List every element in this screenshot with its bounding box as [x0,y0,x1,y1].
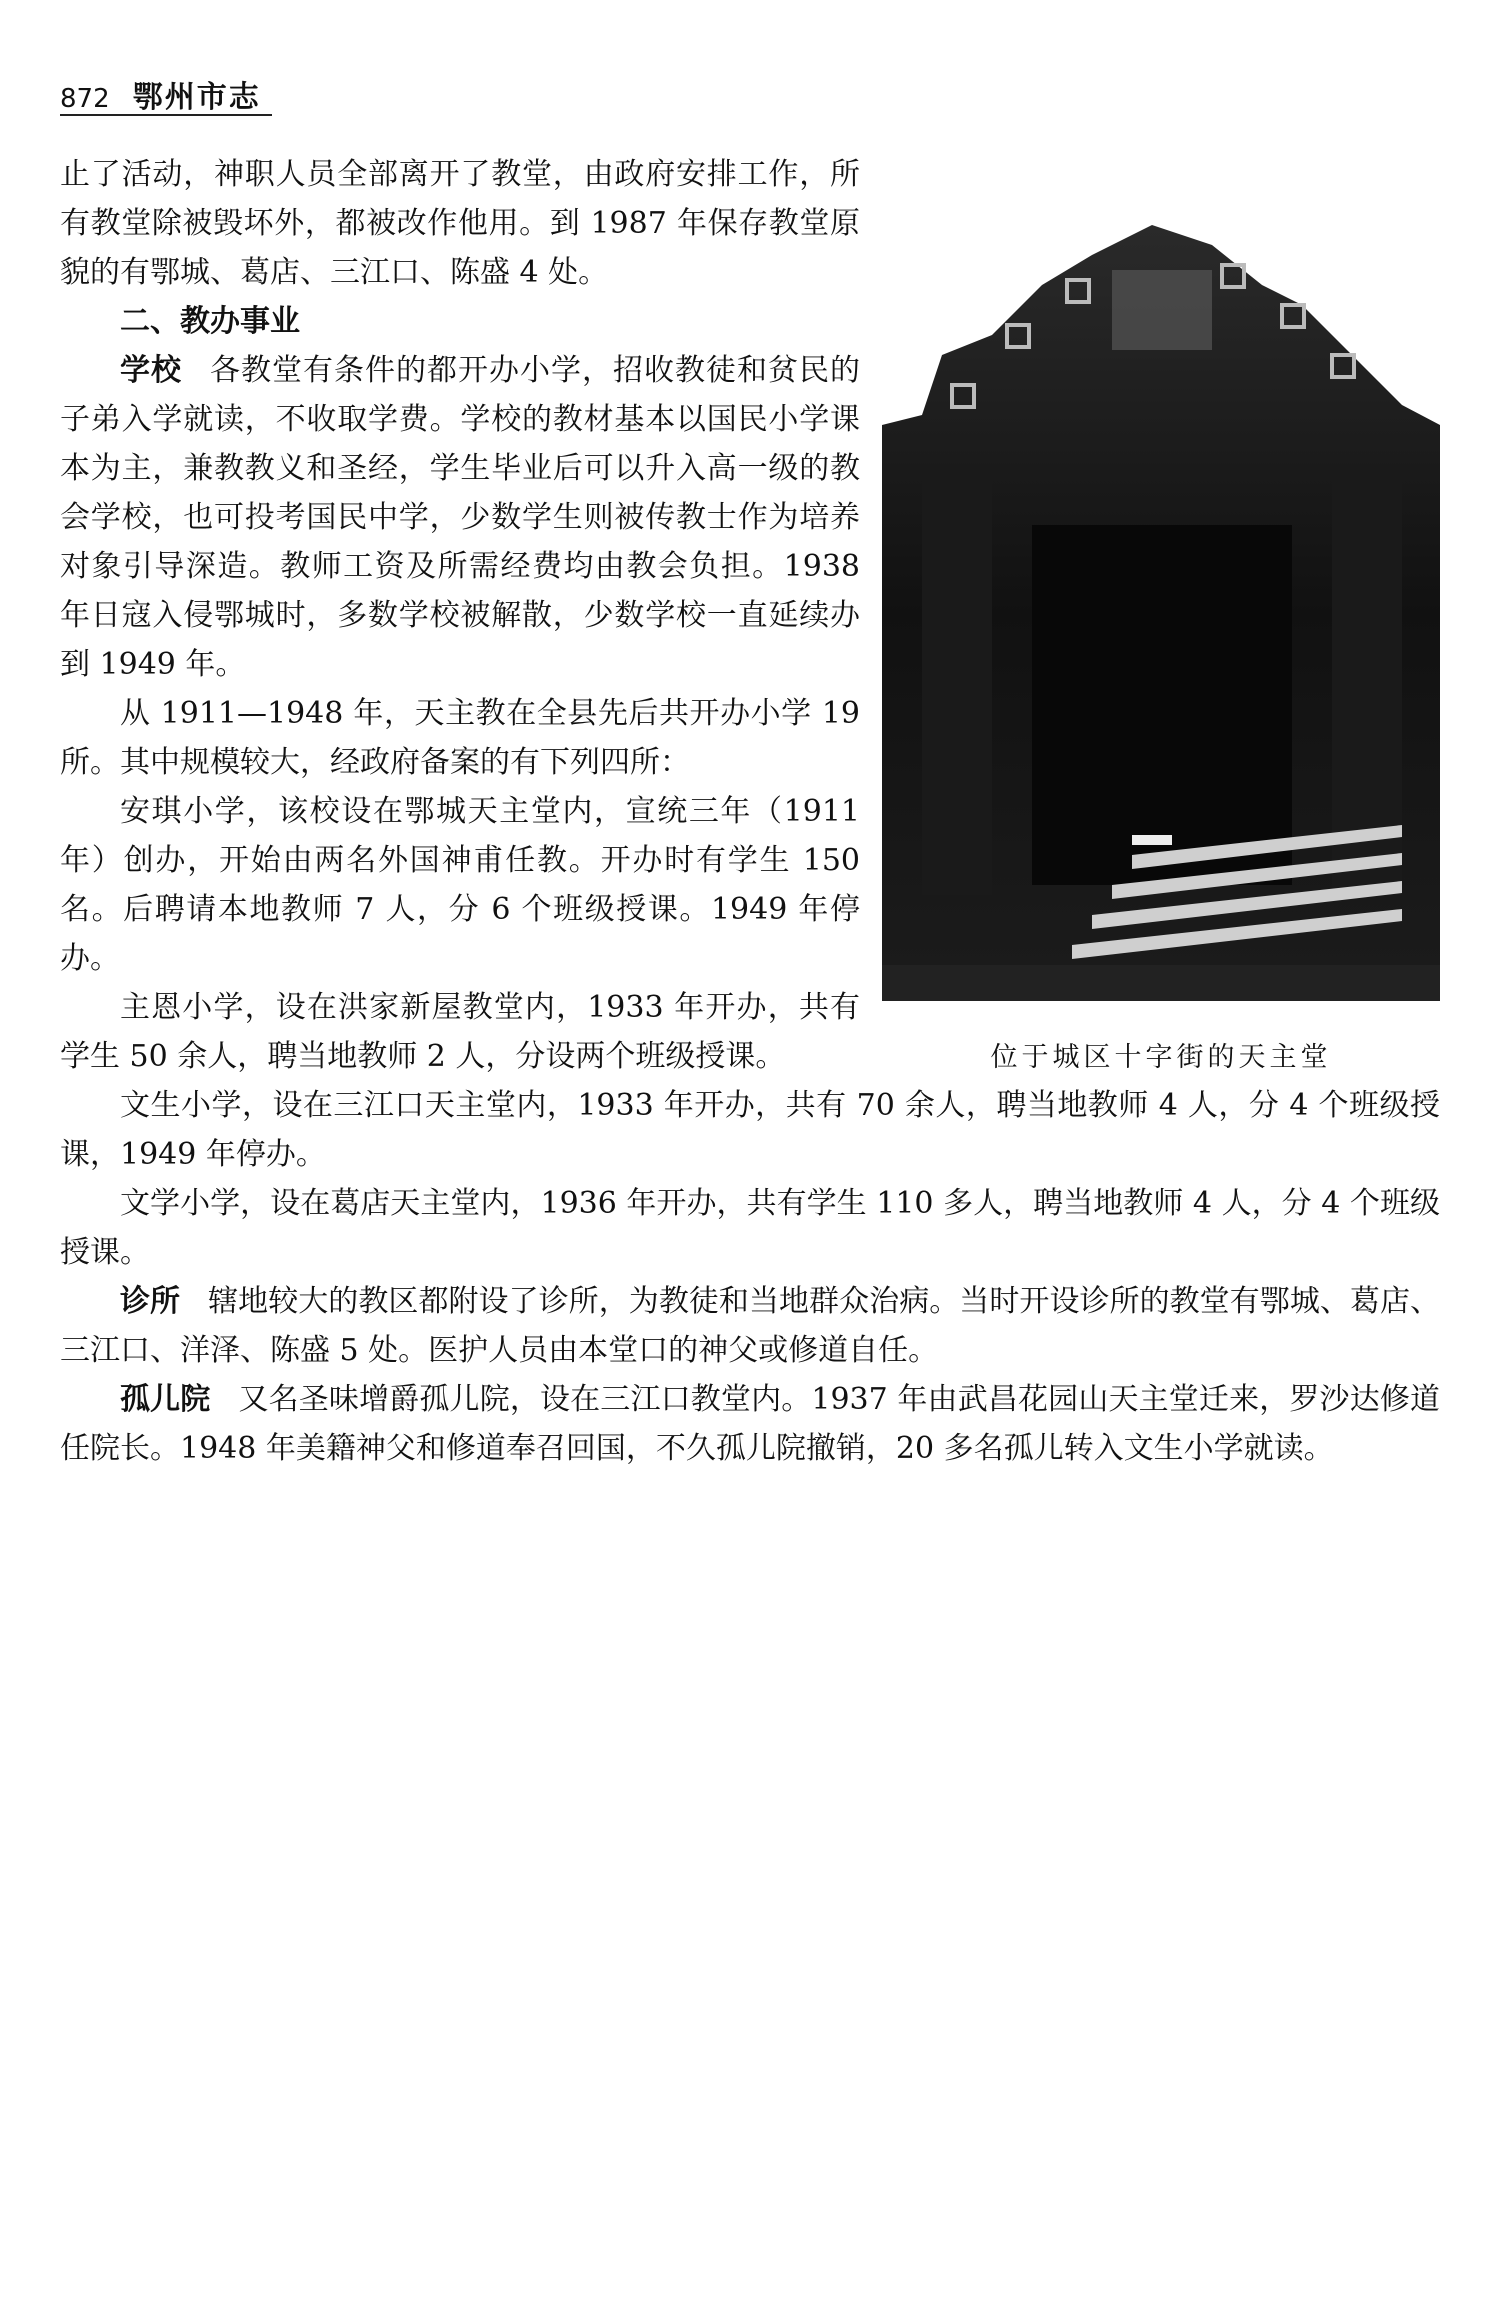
clinic-text: 辖地较大的教区都附设了诊所，为教徒和当地群众治病。当时开设诊所的教堂有鄂城、葛店、三江口、洋泽、陈盛 5 处。医护人员由本堂口的神父或修道自任。 [60,1284,1441,1368]
page-header [60,72,272,116]
left-column [60,150,860,1081]
paragraph-orphanage [60,1375,1440,1473]
full-width-section [60,1081,1440,1473]
paragraph-continuation: 止了活动，神职人员全部离开了教堂，由政府安排工作，所有教堂除被毁坏外，都被改作他用。到 1987 年保存教堂原貌的有鄂城、葛店、三江口、陈盛 4 处。 [60,157,860,290]
page-number: 872 [60,84,110,114]
figure-caption: 位于城区十字街的天主堂 [990,1042,1332,1073]
school-lead: 学校 [120,353,182,388]
paragraph-school [60,346,860,689]
paragraph-clinic [60,1277,1440,1375]
orphanage-text: 又名圣味增爵孤儿院，设在三江口教堂内。1937 年由武昌花园山天主堂迁来，罗沙达修道任院长。1948 年美籍神父和修道奉召回国，不久孤儿院撤销，20 多名孤儿转入文生小学就读。 [60,1382,1441,1466]
school-text: 各教堂有条件的都开办小学，招收教徒和贫民的子弟入学就读，不收取学费。学校的教材基本以国民小学课本为主，兼教教义和圣经，学生毕业后可以升入高一级的教会学校，也可投考国民中学，少数学生则被传教士作为培养对象引导深造。教师工资及所需经费均由教会负担。1938 年日寇入侵鄂城时，多数学校被解散，少数学校一直延续办到 1949 年。 [60,353,860,682]
clinic-lead: 诊所 [120,1284,181,1319]
section-heading: 二、教办事业 [120,304,300,339]
paragraph-wenxue-school: 文学小学，设在葛店天主堂内，1936 年开办，共有学生 110 多人，聘当地教师 4 人，分 4 个班级授课。 [60,1186,1440,1270]
paragraph-zhuen-school: 主恩小学，设在洪家新屋教堂内，1933 年开办，共有学生 50 余人，聘当地教师 2 人，分设两个班级授课。 [60,990,860,1074]
paragraph-school-count: 从 1911—1948 年，天主教在全县先后共开办小学 19 所。其中规模较大，经政府备案的有下列四所： [60,696,860,780]
book-title: 鄂州市志 [132,80,261,115]
orphanage-lead: 孤儿院 [120,1382,211,1417]
paragraph-anqi-school: 安琪小学，该校设在鄂城天主堂内，宣统三年（1911 年）创办，开始由两名外国神甫任教。开办时有学生 150 名。后聘请本地教师 7 人，分 6 个班级授课。1949 年停办。 [60,794,860,976]
paragraph-wensheng-school: 文生小学，设在三江口天主堂内，1933 年开办，共有 70 余人，聘当地教师 4 人，分 4 个班级授课，1949 年停办。 [60,1088,1440,1172]
page-body [60,150,1440,1473]
